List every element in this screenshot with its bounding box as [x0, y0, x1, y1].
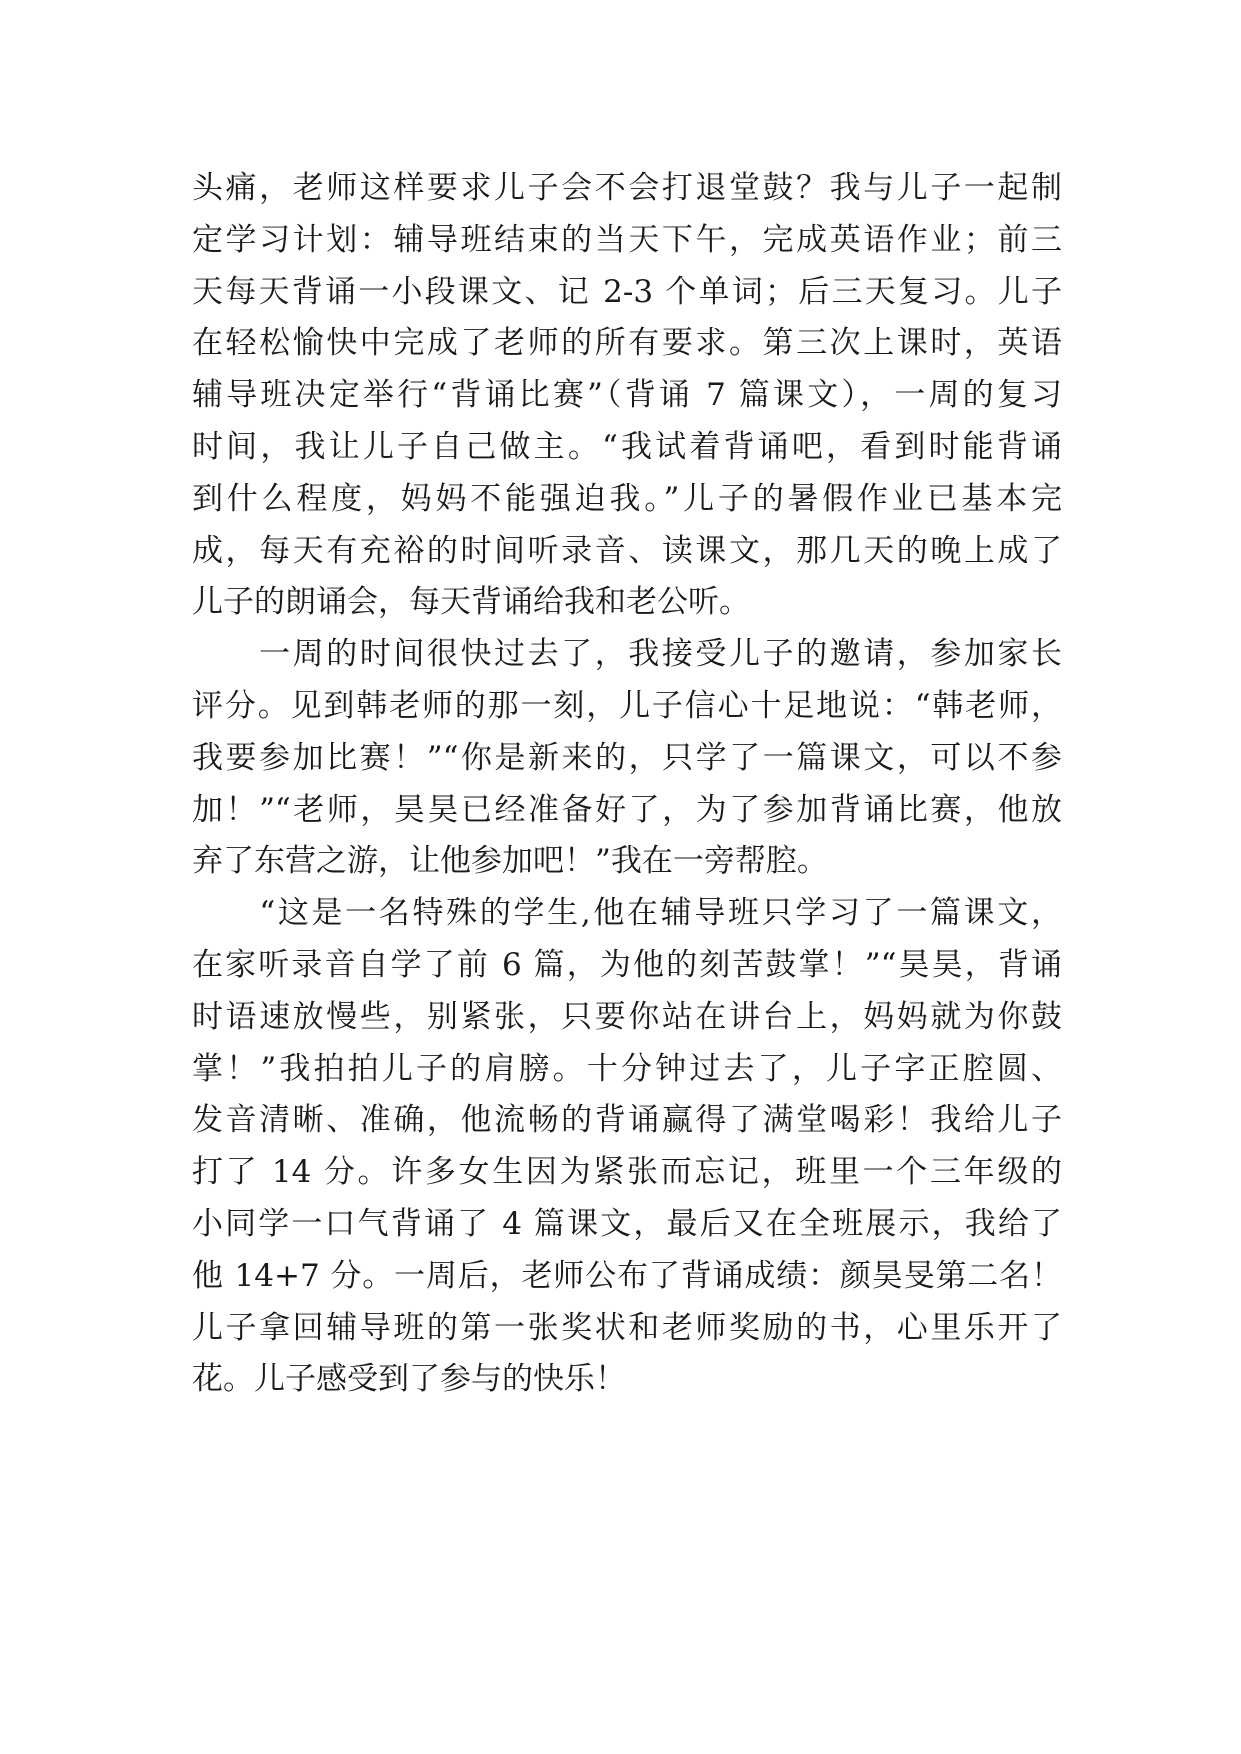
text-line: 一周的时间很快过去了，我接受儿子的邀请，参加家长 [192, 636, 1062, 673]
text-line: 头痛，老师这样要求儿子会不会打退堂鼓？我与儿子一起制 [192, 170, 1062, 206]
body-text [192, 163, 1062, 1406]
text-line: 儿子的朗诵会，每天背诵给我和老公听。 [192, 584, 750, 621]
text-line: 花。儿子感受到了参与的快乐！ [192, 1361, 626, 1398]
text-line: 在轻松愉快中完成了老师的所有要求。第三次上课时，英语 [192, 325, 1062, 362]
text-line: 时间，我让儿子自己做主。“我试着背诵吧，看到时能背诵 [192, 428, 1062, 465]
text-line: 定学习计划：辅导班结束的当天下午，完成英语作业；前三 [192, 221, 1062, 258]
text-line: 掌！”我拍拍儿子的肩膀。十分钟过去了，儿子字正腔圆、 [192, 1050, 1062, 1087]
text-line: 他 14+7 分。一周后，老师公布了背诵成绩：颜昊旻第二名！ [192, 1257, 1062, 1294]
text-line: 小同学一口气背诵了 4 篇课文，最后又在全班展示，我给了 [192, 1205, 1062, 1242]
text-line: 成，每天有充裕的时间听录音、读课文，那几天的晚上成了 [192, 532, 1062, 569]
text-line: 儿子拿回辅导班的第一张奖状和老师奖励的书，心里乐开了 [192, 1309, 1062, 1346]
text-line: 评分。见到韩老师的那一刻，儿子信心十足地说：“韩老师， [192, 687, 1062, 724]
text-line: 在家听录音自学了前 6 篇，为他的刻苦鼓掌！”“昊昊，背诵 [192, 946, 1062, 983]
text-line: 发音清晰、准确，他流畅的背诵赢得了满堂喝彩！我给儿子 [192, 1102, 1062, 1139]
text-line: 弃了东营之游，让他参加吧！”我在一旁帮腔。 [192, 843, 828, 880]
text-line: 辅导班决定举行“背诵比赛”（背诵 7 篇课文），一周的复习 [192, 377, 1062, 414]
text-line: “这是一名特殊的学生,他在辅导班只学习了一篇课文， [192, 895, 1062, 932]
text-line: 打了 14 分。许多女生因为紧张而忘记，班里一个三年级的 [192, 1154, 1062, 1191]
text-line: 我要参加比赛！”“你是新来的，只学了一篇课文，可以不参 [192, 739, 1062, 776]
text-line: 加！”“老师，昊昊已经准备好了，为了参加背诵比赛，他放 [192, 791, 1062, 828]
text-line: 到什么程度，妈妈不能强迫我。”儿子的暑假作业已基本完 [192, 480, 1062, 517]
text-line: 天每天背诵一小段课文、记 2-3 个单词；后三天复习。儿子 [192, 273, 1062, 310]
text-line: 时语速放慢些，别紧张，只要你站在讲台上，妈妈就为你鼓 [192, 998, 1062, 1035]
